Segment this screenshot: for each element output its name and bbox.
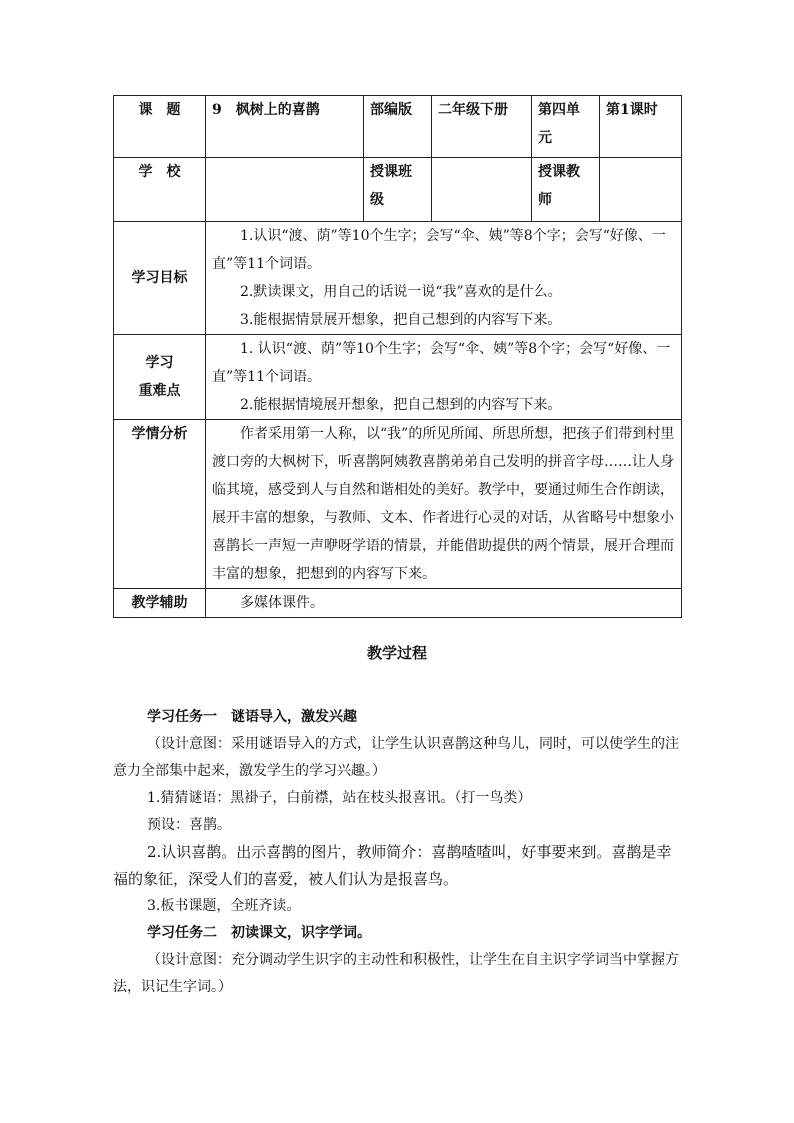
task1-title: 学习任务一 谜语导入，激发兴趣 — [147, 709, 357, 725]
step1: 1.猜猜谜语：黑褂子，白前襟，站在枝头报喜讯。（打一鸟类） — [147, 790, 532, 806]
analysis-text: 作者采用第一人称，以“我”的所见所闻、所思所想，把孩子们带到村里渡口旁的大枫树下，听喜鹊阿姨教喜鹊弟弟自己发明的拼音字母……让人身临其境，感受到人与自然和谐相处的美好。教学中，要通过师生合作朗读，展开丰富的想象，与教师、文本、作者进行心灵的对话，从省略号中想象小喜鹊长一声短一声咿呀学语的情景，并能借助提供的两个情景，展开合理而丰富的想象，把想到的内容写下来。 — [206, 420, 682, 589]
key-points-label — [114, 335, 206, 420]
school-label: 学 校 — [114, 158, 206, 222]
class-value — [432, 158, 532, 222]
key-point-item: 2.能根据情境展开想象，把自己想到的内容写下来。 — [240, 397, 562, 413]
table-row-goals — [114, 222, 682, 335]
process-title: 教学过程 — [366, 644, 427, 662]
preset: 预设：喜鹊。 — [147, 817, 231, 833]
goal-item: 2.默读课文，用自己的话说一说“我”喜欢的是什么。 — [240, 284, 562, 300]
course-label: 课 题 — [114, 96, 206, 158]
lesson-info-table — [113, 95, 682, 618]
course-title: 9 枫树上的喜鹊 — [206, 96, 364, 158]
table-row-key-points — [114, 335, 682, 420]
teacher-value — [600, 158, 682, 222]
goals-content — [206, 222, 682, 335]
task2-title: 学习任务二 初读课文，识字学词。 — [147, 925, 371, 941]
analysis-label: 学情分析 — [114, 420, 206, 589]
edition: 部编版 — [364, 96, 432, 158]
task1-intent: （设计意图：采用谜语导入的方式，让学生认识喜鹊这种鸟儿，同时，可以使学生的注意力全部集中起来，激发学生的学习兴趣。） — [113, 736, 679, 779]
process-body — [113, 704, 681, 1001]
grade: 二年级下册 — [432, 96, 532, 158]
class-label: 授课班级 — [364, 158, 432, 222]
table-row-aids — [114, 589, 682, 618]
school-value — [206, 158, 364, 222]
task2-intent: （设计意图：充分调动学生识字的主动性和积极性，让学生在自主识字学词当中掌握方法，识记生字词。） — [113, 952, 679, 995]
unit: 第四单元 — [532, 96, 600, 158]
step3: 3.板书课题，全班齐读。 — [147, 898, 301, 914]
goal-item: 3.能根据情景展开想象，把自己想到的内容写下来。 — [240, 312, 562, 328]
key-points-label-line2: 重难点 — [138, 383, 181, 399]
table-row-title — [114, 96, 682, 158]
aids-text: 多媒体课件。 — [206, 589, 682, 618]
key-point-item: 1. 认识“渡、荫”等10个生字；会写“伞、姨”等8个字；会写“好像、一直”等11个词语。 — [212, 341, 671, 385]
aids-label: 教学辅助 — [114, 589, 206, 618]
goal-item: 1.认识“渡、荫”等10个生字；会写“伞、姨”等8个字；会写“好像、一直”等11个词语。 — [212, 228, 666, 272]
goals-label: 学习目标 — [114, 222, 206, 335]
key-points-content — [206, 335, 682, 420]
teacher-label: 授课教师 — [532, 158, 600, 222]
table-row-school — [114, 158, 682, 222]
key-points-label-line1: 学习 — [145, 355, 174, 371]
table-row-analysis — [114, 420, 682, 589]
step2: 2.认识喜鹊。出示喜鹊的图片，教师简介：喜鹊喳喳叫，好事要来到。喜鹊是幸福的象征，深受人们的喜爱，被人们认为是报喜鸟。 — [113, 843, 672, 888]
period: 第1课时 — [600, 96, 682, 158]
